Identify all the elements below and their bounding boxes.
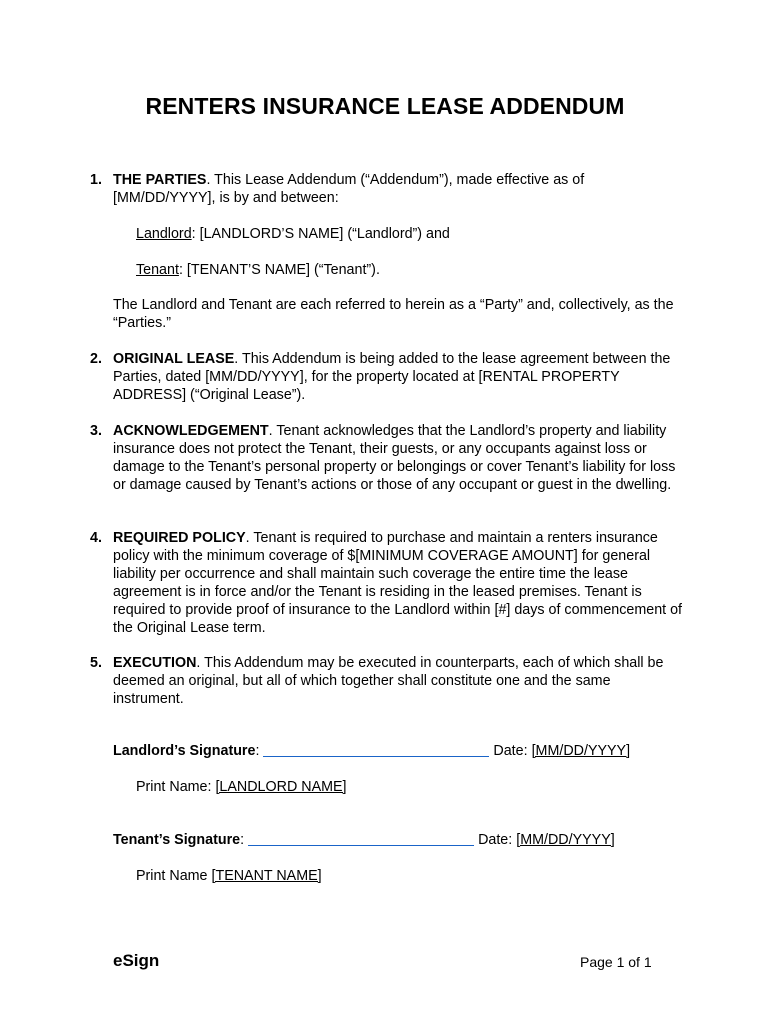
section-number: 4. [90, 530, 102, 546]
section-heading: REQUIRED POLICY [113, 530, 246, 546]
section-number: 2. [90, 351, 102, 367]
section-body [113, 171, 683, 207]
section-text: . Tenant acknowledges that the Landlord’s property and liability insurance does not protect the Tenant, their guests, or any occupants against loss or damage to the Tenant’s personal property or belongings or cover Tenant’s liability for loss or damage caused by Tenant’s actions or those of any occupant or guest in the dwelling. [113, 423, 676, 493]
date-label: Date: [493, 743, 532, 759]
landlord-signature-field[interactable] [263, 742, 489, 757]
section-heading: THE PARTIES [113, 172, 207, 188]
print-name-label: Print Name: [136, 779, 216, 795]
date-label: Date: [478, 832, 517, 848]
tenant-print-name-field[interactable]: [TENANT NAME] [211, 868, 322, 884]
tenant-signature-label: Tenant’s Signature [113, 832, 241, 848]
landlord-signature-row [113, 742, 630, 760]
section-heading: ORIGINAL LEASE [113, 351, 235, 367]
landlord-party-text: : [LANDLORD’S NAME] (“Landlord”) and [191, 226, 450, 242]
landlord-party-label: Landlord [136, 226, 192, 242]
section-heading: ACKNOWLEDGEMENT [113, 423, 269, 439]
print-name-label: Print Name [136, 868, 212, 884]
section-text: . Tenant is required to purchase and maintain a renters insurance policy with the minimum coverage of $[MINIMUM COVERAGE AMOUNT] for general liability per occurrence and shall maintain such coverage the entire time the lease agreement is in force and/or the Tenant is residing in the leased premises. Tenant is required to provide proof of insurance to the Landlord within [#] days of commencement of the Original Lease term. [113, 530, 683, 636]
section-body [113, 350, 683, 404]
landlord-signature-label: Landlord’s Signature [113, 743, 256, 759]
tenant-party-label: Tenant [136, 262, 179, 278]
tenant-signature-row [113, 831, 615, 849]
section-number: 1. [90, 172, 102, 188]
section-number: 5. [90, 655, 102, 671]
landlord-party-line [136, 225, 450, 243]
tenant-party-text: : [TENANT’S NAME] (“Tenant”). [178, 262, 380, 278]
section-text: . This Lease Addendum (“Addendum”), made effective as of [MM/DD/YYYY], is by and between: [113, 172, 585, 206]
page-number: Page 1 of 1 [580, 954, 652, 970]
section-body [113, 654, 683, 708]
landlord-print-name-field[interactable]: [LANDLORD NAME] [215, 779, 347, 795]
tenant-signature-field[interactable] [248, 831, 474, 846]
section-text: . This Addendum may be executed in counterparts, each of which shall be deemed an original, but all of which together shall constitute one and the same instrument. [113, 655, 664, 707]
tenant-print-name-row [136, 867, 322, 885]
tenant-party-line [136, 261, 380, 279]
document-title: RENTERS INSURANCE LEASE ADDENDUM [145, 93, 625, 119]
section-heading: EXECUTION [113, 655, 197, 671]
signature-colon: : [255, 743, 260, 759]
section-body [113, 422, 683, 494]
tenant-date-field[interactable]: [MM/DD/YYYY] [516, 832, 615, 848]
section-number: 3. [90, 423, 102, 439]
esign-logo: eSign [113, 951, 160, 970]
section-body [113, 529, 683, 637]
landlord-print-name-row [136, 778, 347, 796]
landlord-date-field[interactable]: [MM/DD/YYYY] [531, 743, 631, 759]
parties-collective-text: The Landlord and Tenant are each referred to herein as a “Party” and, collectively, as the “Parties.” [113, 297, 674, 331]
signature-colon: : [240, 832, 245, 848]
section-text: . This Addendum is being added to the lease agreement between the Parties, dated [MM/DD/YYYY], for the property located at [RENTAL PROPERTY ADDRESS] (“Original Lease”). [113, 351, 671, 403]
